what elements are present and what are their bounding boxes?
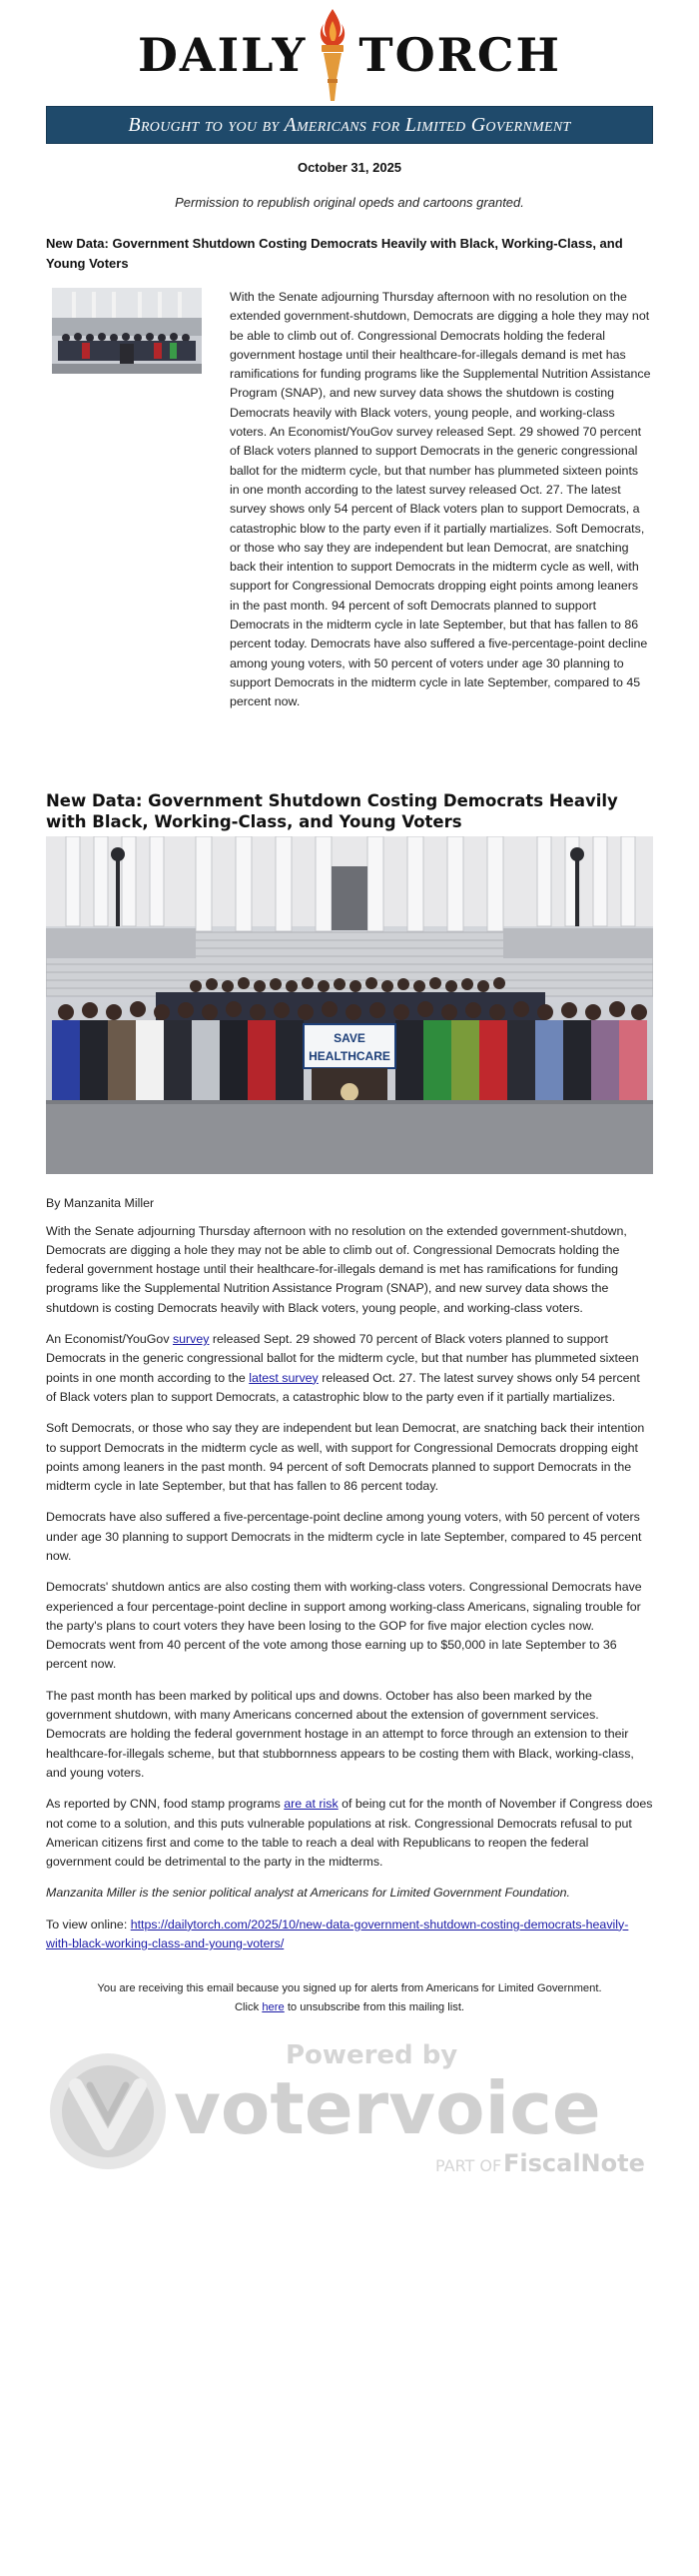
permission-notice: Permission to republish original opeds and cartoons granted.	[175, 195, 524, 210]
votervoice-wordmark: votervoice	[174, 2066, 601, 2151]
article-paragraph-1: With the Senate adjourning Thursday afternoon with no resolution on the extended government-shutdown, Democrats are digging a hole they may not be able to climb out of. Congressional Democrats holding the federal government hostage until their healthcare-for-illegals demand is met has ramifications for funding programs like the Supplemental Nutrition Assistance Program (SNAP), and new survey data shows the shutdown is costing Democrats heavily with Black voters, young people, and working-class voters.	[46, 1223, 627, 1315]
torch-logo-icon	[313, 7, 352, 103]
fiscalnote-wordmark: FiscalNote	[503, 2149, 645, 2178]
article-paragraph-6: The past month has been marked by political ups and downs. October has also been marked by the government shutdown, with many Americans concerned about the extension of government services. Democrats are holding the federal government hostage in an attempt to force through an extension to their healthcare-for-illegals scheme, but that stubbornness appears to be costing them with Black, working-class, and young voters.	[46, 1688, 634, 1780]
masthead-word-daily: DAILY	[138, 28, 308, 82]
votervoice-logo[interactable]	[46, 2033, 653, 2183]
masthead	[46, 0, 653, 106]
summary-headline: New Data: Government Shutdown Costing Democrats Heavily with Black, Working-Class, and Young Voters	[46, 236, 623, 271]
summary-thumbnail-image[interactable]	[52, 288, 202, 374]
unsubscribe-line: Click here to unsubscribe from this mailing list.	[234, 2001, 465, 2014]
article-paragraph-7: As reported by CNN, food stamp programs are at risk of being cut for the month of November if Congress does not come to a solution, and this puts vulnerable populations at risk. Congressional Democrats refusal to put American citizens first and come to the table to reach a deal with Republicans to reopen the federal government could be detrimental to the party in the midterms.	[46, 1797, 653, 1870]
latest-survey-link[interactable]: latest survey	[249, 1370, 319, 1385]
article-headline: New Data: Government Shutdown Costing Democrats Heavily with Black, Working-Class, and Young Voters	[46, 790, 618, 831]
summary-text: With the Senate adjourning Thursday afternoon with no resolution on the extended government-shutdown, Democrats are digging a hole they may not be able to climb out of. Congressional Democrats holding the federal government hostage until their healthcare-for-illegals demand is met has ramifications for funding programs like the Supplemental Nutrition Assistance Program (SNAP), and new survey data shows the shutdown is costing Democrats heavily with Black voters, young people, and working-class voters. An Economist/YouGov survey released Sept. 29 showed 70 percent of Black voters planned to support Democrats in the generic congressional ballot for the midterm cycle, but that number has plummeted sixteen points in one month according to the latest survey released Oct. 27. The latest survey shows only 54 percent of Black voters plan to support Democrats, a catastrophic blow to the party even if it partially martializes. Soft Democrats, or those who say they are independent but lean Democrat, are snatching back their intention to support Democrats in the midterm cycle as well, with support for Congressional Democrats dropping eight points among leaners in the past month. 94 percent of soft Democrats planned to support Democrats in the midterm cycle in late September, but that has fallen to 86 percent today. Democrats have also suffered a five-percentage-point decline among young voters, with 50 percent of voters under age 30 planning to support Democrats in the midterm cycle in late September, compared to 45 percent now.	[230, 290, 651, 709]
article-paragraph-2: An Economist/YouGov survey released Sept. 29 showed 70 percent of Black voters planned to support Democrats in the generic congressional ballot for the midterm cycle, but that number has plummeted sixteen points in one month according to the latest survey released Oct. 27. The latest survey shows only 54 percent of Black voters plan to support Democrats, a catastrophic blow to the party even if it partially martializes.	[46, 1332, 640, 1404]
sponsor-banner	[46, 106, 653, 144]
author-bio: Manzanita Miller is the senior political analyst at Americans for Limited Government Foundation.	[46, 1886, 571, 1901]
article-paragraph-5: Democrats' shutdown antics are also costing them with working-class voters. Congressional Democrats have experienced a four percentage-point decline in support among working-class Americans, signaling trouble for the party's plans to court voters they have been losing to the GOP for five major election cycles now. Democrats went from 40 percent of the vote among those earning up to $50,000 in late September to 36 percent now.	[46, 1580, 642, 1672]
unsubscribe-link[interactable]: here	[262, 2001, 285, 2014]
view-online-link[interactable]: https://dailytorch.com/2025/10/new-data-government-shutdown-costing-democrats-heavily-with-black-working-class-and-young-voters/	[46, 1917, 629, 1951]
powered-by-label: Powered by	[286, 2040, 458, 2071]
subscription-notice: You are receiving this email because you signed up for alerts from Americans for Limited Government.	[97, 1982, 602, 1995]
summary-block	[46, 288, 653, 712]
article-hero-image	[46, 836, 653, 1174]
survey-link[interactable]: survey	[172, 1332, 210, 1347]
votervoice-mark-icon	[50, 2053, 166, 2169]
email-footer	[46, 1979, 653, 2017]
article-paragraph-4: Democrats have also suffered a five-percentage-point decline among young voters, with 50 percent of voters under age 30 planning to support Democrats in the midterm cycle in late September, compared to 45 percent now.	[46, 1510, 642, 1563]
view-online-line: To view online: https://dailytorch.com/2025/10/new-data-government-shutdown-costing-democrats-heavily-with-black-working-class-and-young-voters/	[46, 1917, 629, 1951]
article-byline: By Manzanita Miller	[46, 1195, 155, 1210]
article-paragraph-3: Soft Democrats, or those who say they are independent but lean Democrat, are snatching back their intention to support Democrats in the midterm cycle as well, with support for Congressional Democrats dropping eight points among leaners in the past month. 94 percent of soft Democrats planned to support Democrats in the midterm cycle in late September, but that has fallen to 86 percent today.	[46, 1421, 645, 1494]
email-body	[46, 0, 653, 2183]
podium-sign-bottom: HEALTHCARE	[309, 1048, 390, 1063]
issue-date: October 31, 2025	[297, 160, 402, 175]
part-of-label: PART OF	[435, 2156, 502, 2176]
sponsor-banner-text: Brought to you by Americans for Limited Government	[128, 113, 571, 136]
at-risk-link[interactable]: are at risk	[284, 1797, 339, 1812]
masthead-word-torch: TORCH	[358, 28, 561, 82]
podium-sign-top: SAVE	[334, 1030, 365, 1045]
